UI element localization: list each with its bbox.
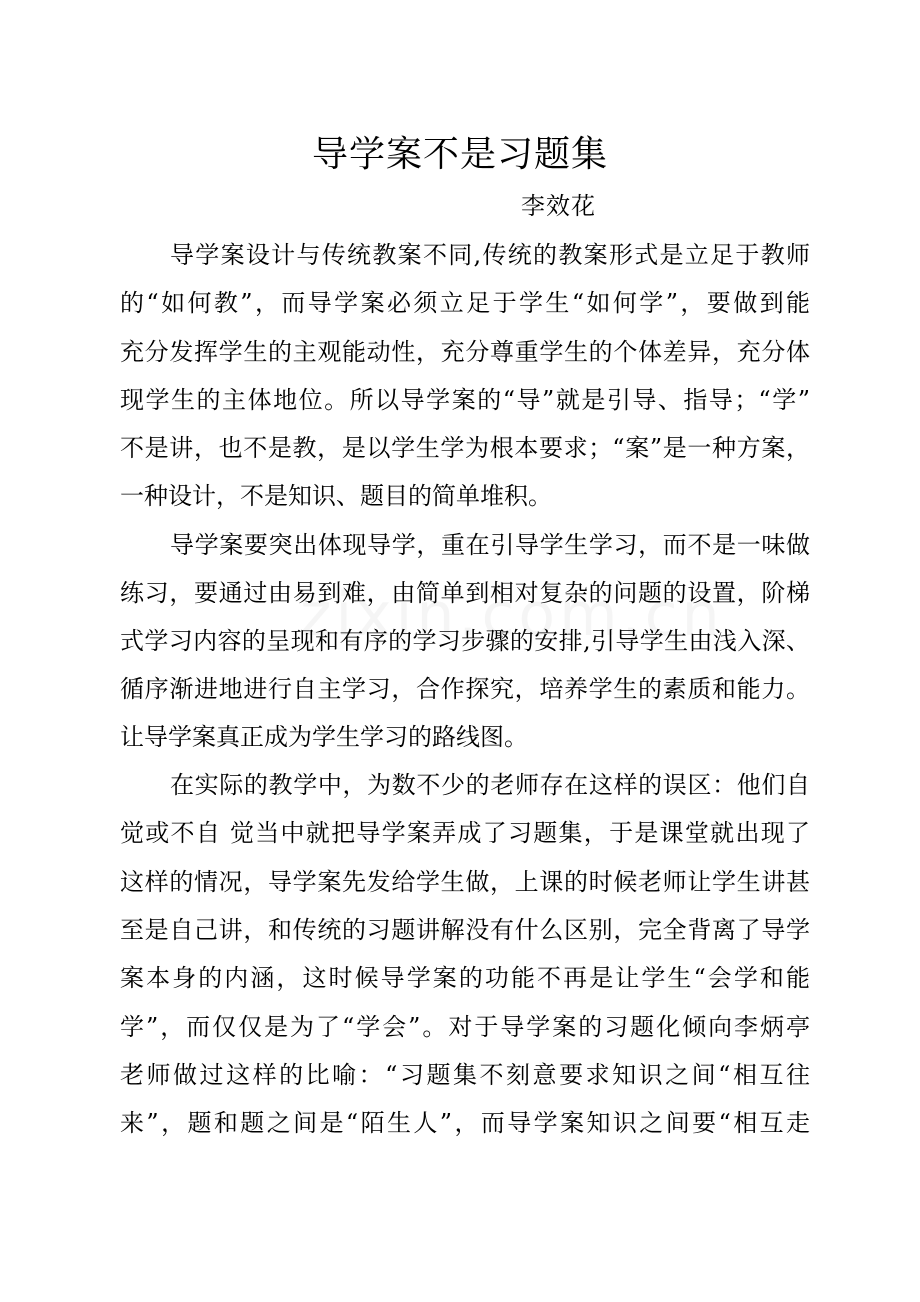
text-line: 练习，要通过由易到难，由简单到相对复杂的问题的设置，阶梯: [120, 579, 810, 607]
text-line: 在实际的教学中，为数不少的老师存在这样的误区：他们自: [170, 771, 810, 799]
document-title: 导学案不是习题集: [311, 134, 608, 175]
text-line: 老师做过这样的比喻：“习题集不刻意要求知识之间“相互往: [120, 1061, 810, 1089]
text-line: 案本身的内涵，这时候导学案的功能不再是让学生“会学和能: [120, 964, 810, 992]
text-line: 觉或不自 觉当中就把导学案弄成了习题集，于是课堂就出现了: [120, 819, 810, 847]
text-line: 不是讲，也不是教，是以学生学为根本要求；“案”是一种方案，: [120, 434, 810, 462]
text-line: 的“如何教”，而导学案必须立足于学生“如何学”，要做到能: [120, 289, 810, 317]
text-line: 让导学案真正成为学生学习的路线图。: [120, 723, 528, 751]
text-line: 导学案要突出体现导学，重在引导学生学习，而不是一味做: [170, 531, 810, 559]
text-line: 式学习内容的呈现和有序的学习步骤的安排,引导学生由浅入深、: [120, 627, 810, 655]
text-line: 来”，题和题之间是“陌生人”，而导学案知识之间要“相互走: [120, 1109, 810, 1137]
text-line: 这样的情况，导学案先发给学生做，上课的时候老师让学生讲甚: [120, 868, 810, 896]
text-line: 现学生的主体地位。所以导学案的“导”就是引导、指导；“学”: [120, 386, 810, 414]
text-line: 导学案设计与传统教案不同,传统的教案形式是立足于教师: [170, 241, 810, 269]
author-name: 李效花: [521, 192, 596, 220]
text-line: 循序渐进地进行自主学习，合作探究，培养学生的素质和能力。: [120, 675, 810, 703]
text-line: 学”，而仅仅是为了“学会”。对于导学案的习题化倾向李炳亭: [120, 1013, 810, 1041]
text-line: 至是自己讲，和传统的习题讲解没有什么区别，完全背离了导学: [120, 916, 810, 944]
text-line: 一种设计，不是知识、题目的简单堆积。: [120, 482, 552, 510]
text-line: 充分发挥学生的主观能动性，充分尊重学生的个体差异，充分体: [120, 338, 810, 366]
